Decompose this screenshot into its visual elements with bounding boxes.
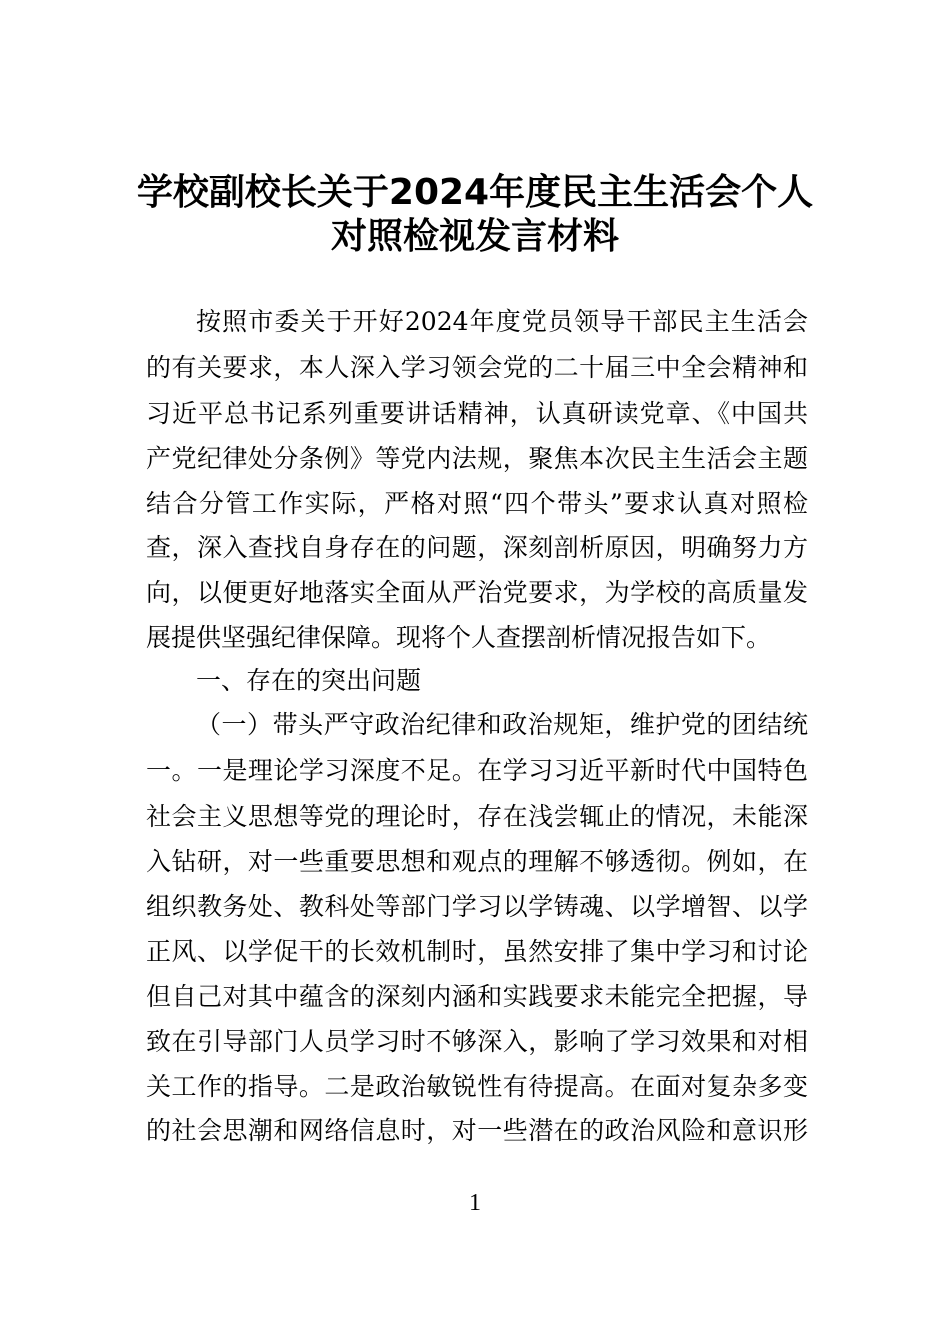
section-line: 致在引导部门人员学习时不够深入，影响了学习效果和对相 [146, 1027, 808, 1056]
section-heading: 一、存在的突出问题 [196, 666, 422, 695]
section-line: 一。一是理论学习深度不足。在学习习近平新时代中国特色 [146, 756, 808, 785]
section-line: （一）带头严守政治纪律和政治规矩，维护党的团结统 [196, 710, 808, 739]
document-title-line-1: 学校副校长关于2024年度民主生活会个人 [136, 172, 814, 213]
section-line: 的社会思潮和网络信息时，对一些潜在的政治风险和意识形 [146, 1116, 808, 1145]
intro-line: 的有关要求，本人深入学习领会党的二十届三中全会精神和 [146, 353, 808, 382]
section-line: 组织教务处、教科处等部门学习以学铸魂、以学增智、以学 [146, 892, 808, 921]
intro-line: 查，深入查找自身存在的问题，深刻剖析原因，明确努力方 [146, 533, 808, 562]
section-line: 正风、以学促干的长效机制时，虽然安排了集中学习和讨论 [146, 937, 808, 966]
intro-line: 产党纪律处分条例》等党内法规，聚焦本次民主生活会主题 [146, 444, 808, 473]
intro-line: 结合分管工作实际，严格对照“四个带头”要求认真对照检 [146, 489, 808, 518]
page-number: 1 [469, 1190, 481, 1216]
section-line: 但自己对其中蕴含的深刻内涵和实践要求未能完全把握，导 [146, 982, 808, 1011]
intro-line: 展提供坚强纪律保障。现将个人查摆剖析情况报告如下。 [146, 623, 772, 652]
intro-line: 向，以便更好地落实全面从严治党要求，为学校的高质量发 [146, 578, 808, 607]
section-line: 社会主义思想等党的理论时，存在浅尝辄止的情况，未能深 [146, 802, 808, 831]
intro-line: 按照市委关于开好2024年度党员领导干部民主生活会 [196, 307, 808, 336]
document-title-line-2: 对照检视发言材料 [330, 216, 619, 257]
section-line: 入钻研，对一些重要思想和观点的理解不够透彻。例如，在 [146, 847, 808, 876]
intro-line: 习近平总书记系列重要讲话精神，认真研读党章、《中国共 [146, 399, 808, 428]
section-line: 关工作的指导。二是政治敏锐性有待提高。在面对复杂多变 [146, 1072, 808, 1101]
